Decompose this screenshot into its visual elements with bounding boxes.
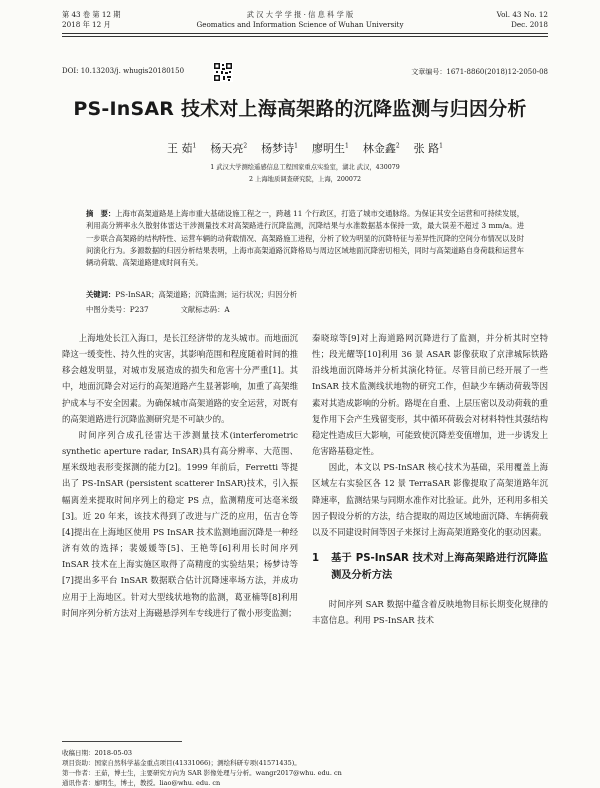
doi: DOI: 10.13203/j. whugis20180150 xyxy=(62,67,185,75)
footnotes xyxy=(62,748,548,788)
author: 杨天亮$^2$ xyxy=(210,142,248,155)
footnote: 第一作者：王茹，博士生，主要研究方向为 SAR 影像处理与分析。wangr2017@whu. edu. cn xyxy=(62,769,342,777)
paragraph: 因此，本文以 PS-InSAR 核心技术为基础，采用覆盖上海区域左右实验区各 12 景 TerraSAR 影像提取了高架道路年沉降速率，监测结果与同期水准作对比验证。此外，还利用多相关因子假设分析的方法，结合提取的周边区域地面沉降、车辆荷载以及不同建设时间等因子来探讨上海高架道路变化的驱动因素。 xyxy=(312,462,548,537)
section-title: 基于 PS-InSAR 技术对上海高架路进行沉降监测及分析方法 xyxy=(331,553,548,582)
author: 林金鑫$^2$ xyxy=(362,142,400,155)
keywords-text: PS-InSAR；高架道路；沉降监测；运行状况；归因分析 xyxy=(115,290,298,299)
affiliation: 1 武汉大学测绘遥感信息工程国家重点实验室，湖北 武汉，430079 xyxy=(210,164,400,171)
author: 廖明生$^1$ xyxy=(312,142,349,155)
keywords-label: 关键词： xyxy=(86,290,116,299)
article-id: 文章编号：1671-8860(2018)12-2050-08 xyxy=(411,68,548,76)
paragraph: 时间序列 SAR 数据中蕴含着反映地物目标长期变化规律的丰富信息。利用 PS-InSAR 技术 xyxy=(312,599,548,626)
author: 张 路$^1$ xyxy=(413,142,443,155)
paragraph: 上海地处长江入海口，是长江经济带的龙头城市。而地面沉降这一缓变性、持久性的灾害，其影响范围和程度随着时间的推移会越发明显，对城市发展造成的损失和危害十分严重[1]。其中，地面沉降会对运行的高架道路产生显著影响，加重了高架维护成本与不安全因素。为确保城市高架道路的安全运营，对既有的高架道路进行沉降监测研究是不可缺少的。 xyxy=(62,333,298,424)
paper-title: PS-InSAR 技术对上海高架路的沉降监测与归因分析 xyxy=(73,98,527,120)
author: 王 茹$^1$ xyxy=(167,142,197,155)
classification xyxy=(86,305,524,315)
affiliation: 2 上海地质调查研究院，上海，200072 xyxy=(249,176,361,183)
author: 杨梦诗$^1$ xyxy=(261,142,298,155)
abstract-label: 摘 要： xyxy=(86,209,116,218)
qr-code-icon xyxy=(213,62,233,82)
header-rule-thin xyxy=(62,36,548,37)
journal-name: 武 汉 大 学 学 报 · 信 息 科 学 版 Geomatics and Information Science of Wuhan University xyxy=(196,10,404,29)
footnote: 通讯作者：廖明生，博士，教授。liao@whu. edu. cn xyxy=(62,779,221,787)
footnote-rule xyxy=(62,741,182,742)
section-number: 1 xyxy=(312,553,320,565)
footnote: 收稿日期：2018-05-03 xyxy=(62,749,132,757)
abstract-text: 上海市高架道路是上海市重大基础设施工程之一，跨越 11 个行政区，打造了城市交通脉络。为保证其安全运营和可持续发展，利用高分辨率永久散射体雷达干涉测量技术对高架路进行沉降监测，沉降结果与水准数据基本保持一致，最大误差不超过 3 mm/a。进一步联合高架路的结构特性、运营车辆的动荷载情况、高架路施工进程，分析了较为明显的沉降特征与差异性沉降的空间分布情况以及时间演化行为。多源数据的归因分析结果表明，上海市高架道路沉降格局与周边区域地面沉降密切相关，同时与高架道路自身荷载和运营车辆动荷载、高架道路建成时间有关。 xyxy=(86,209,525,268)
clc-number: 中图分类号：P237 xyxy=(86,305,149,314)
section-heading xyxy=(312,550,548,584)
journal-issue: Vol. 43 No. 12 Dec. 2018 xyxy=(496,10,548,29)
document-code: 文献标志码：A xyxy=(180,305,230,314)
body-column-right xyxy=(312,330,548,628)
body-column-left xyxy=(62,330,298,621)
paragraph: 时间序列合成孔径雷达干涉测量技术(interferometric synthetic aperture radar, InSAR)具有高分辨率、大范围、厘米级地表形变探测的能力[2]。1999 年前后，Ferretti 等提出了 PS-InSAR (persistent scatterer InSAR)技术，引入振幅离差来提取时间序列上的稳定 PS 点，监测精度可达毫米级[3]。近 20 年来，该技术得到了改进与广泛的应用，伍吉仓等[4]提出在上海地区使用 PS InSAR 技术监测地面沉降是一种经济有效的选择；裴媛媛等[5]、王艳等[6]利用长时间序列 InSAR 技术在上海实施区取得了高精度的实验结果；杨梦诗等[7]提出多平台 InSAR 数据联合估计沉降速率场方法，并成功应用于上海地区。针对大型线状地物的监测，葛亚楠等[8]利用时间序列分析方法对上海磁悬浮列车专线进行了微小形变监测； xyxy=(62,429,298,618)
journal-volume: 第 43 卷 第 12 期 2018 年 12 月 xyxy=(62,10,121,29)
footnote: 项目资助：国家自然科学基金重点项目(41331066)；测绘科研专项(41571435)。 xyxy=(62,759,301,767)
paragraph: 秦晓琼等[9]对上海道路网沉降进行了监测，并分析其时空特性；段光耀等[10]利用 36 景 ASAR 影像获取了京津城际铁路沿线地面沉降场并分析其演化特征。尽管目前已经开展了一些 InSAR 技术监测线状地物的研究工作，但缺少车辆动荷载等因素对其造成影响的分析。路堤在自重、上层压密以及动荷载的重复作用下会产生残留变形，其中循环荷载会对材料特性其强结构稳定性造成巨大影响，可能致使沉降差变值增加，进一步诱发上危害路基稳定性。 xyxy=(312,333,548,457)
author-list xyxy=(62,140,548,156)
abstract xyxy=(86,208,524,269)
keywords xyxy=(86,289,524,301)
header-rule xyxy=(62,33,548,34)
